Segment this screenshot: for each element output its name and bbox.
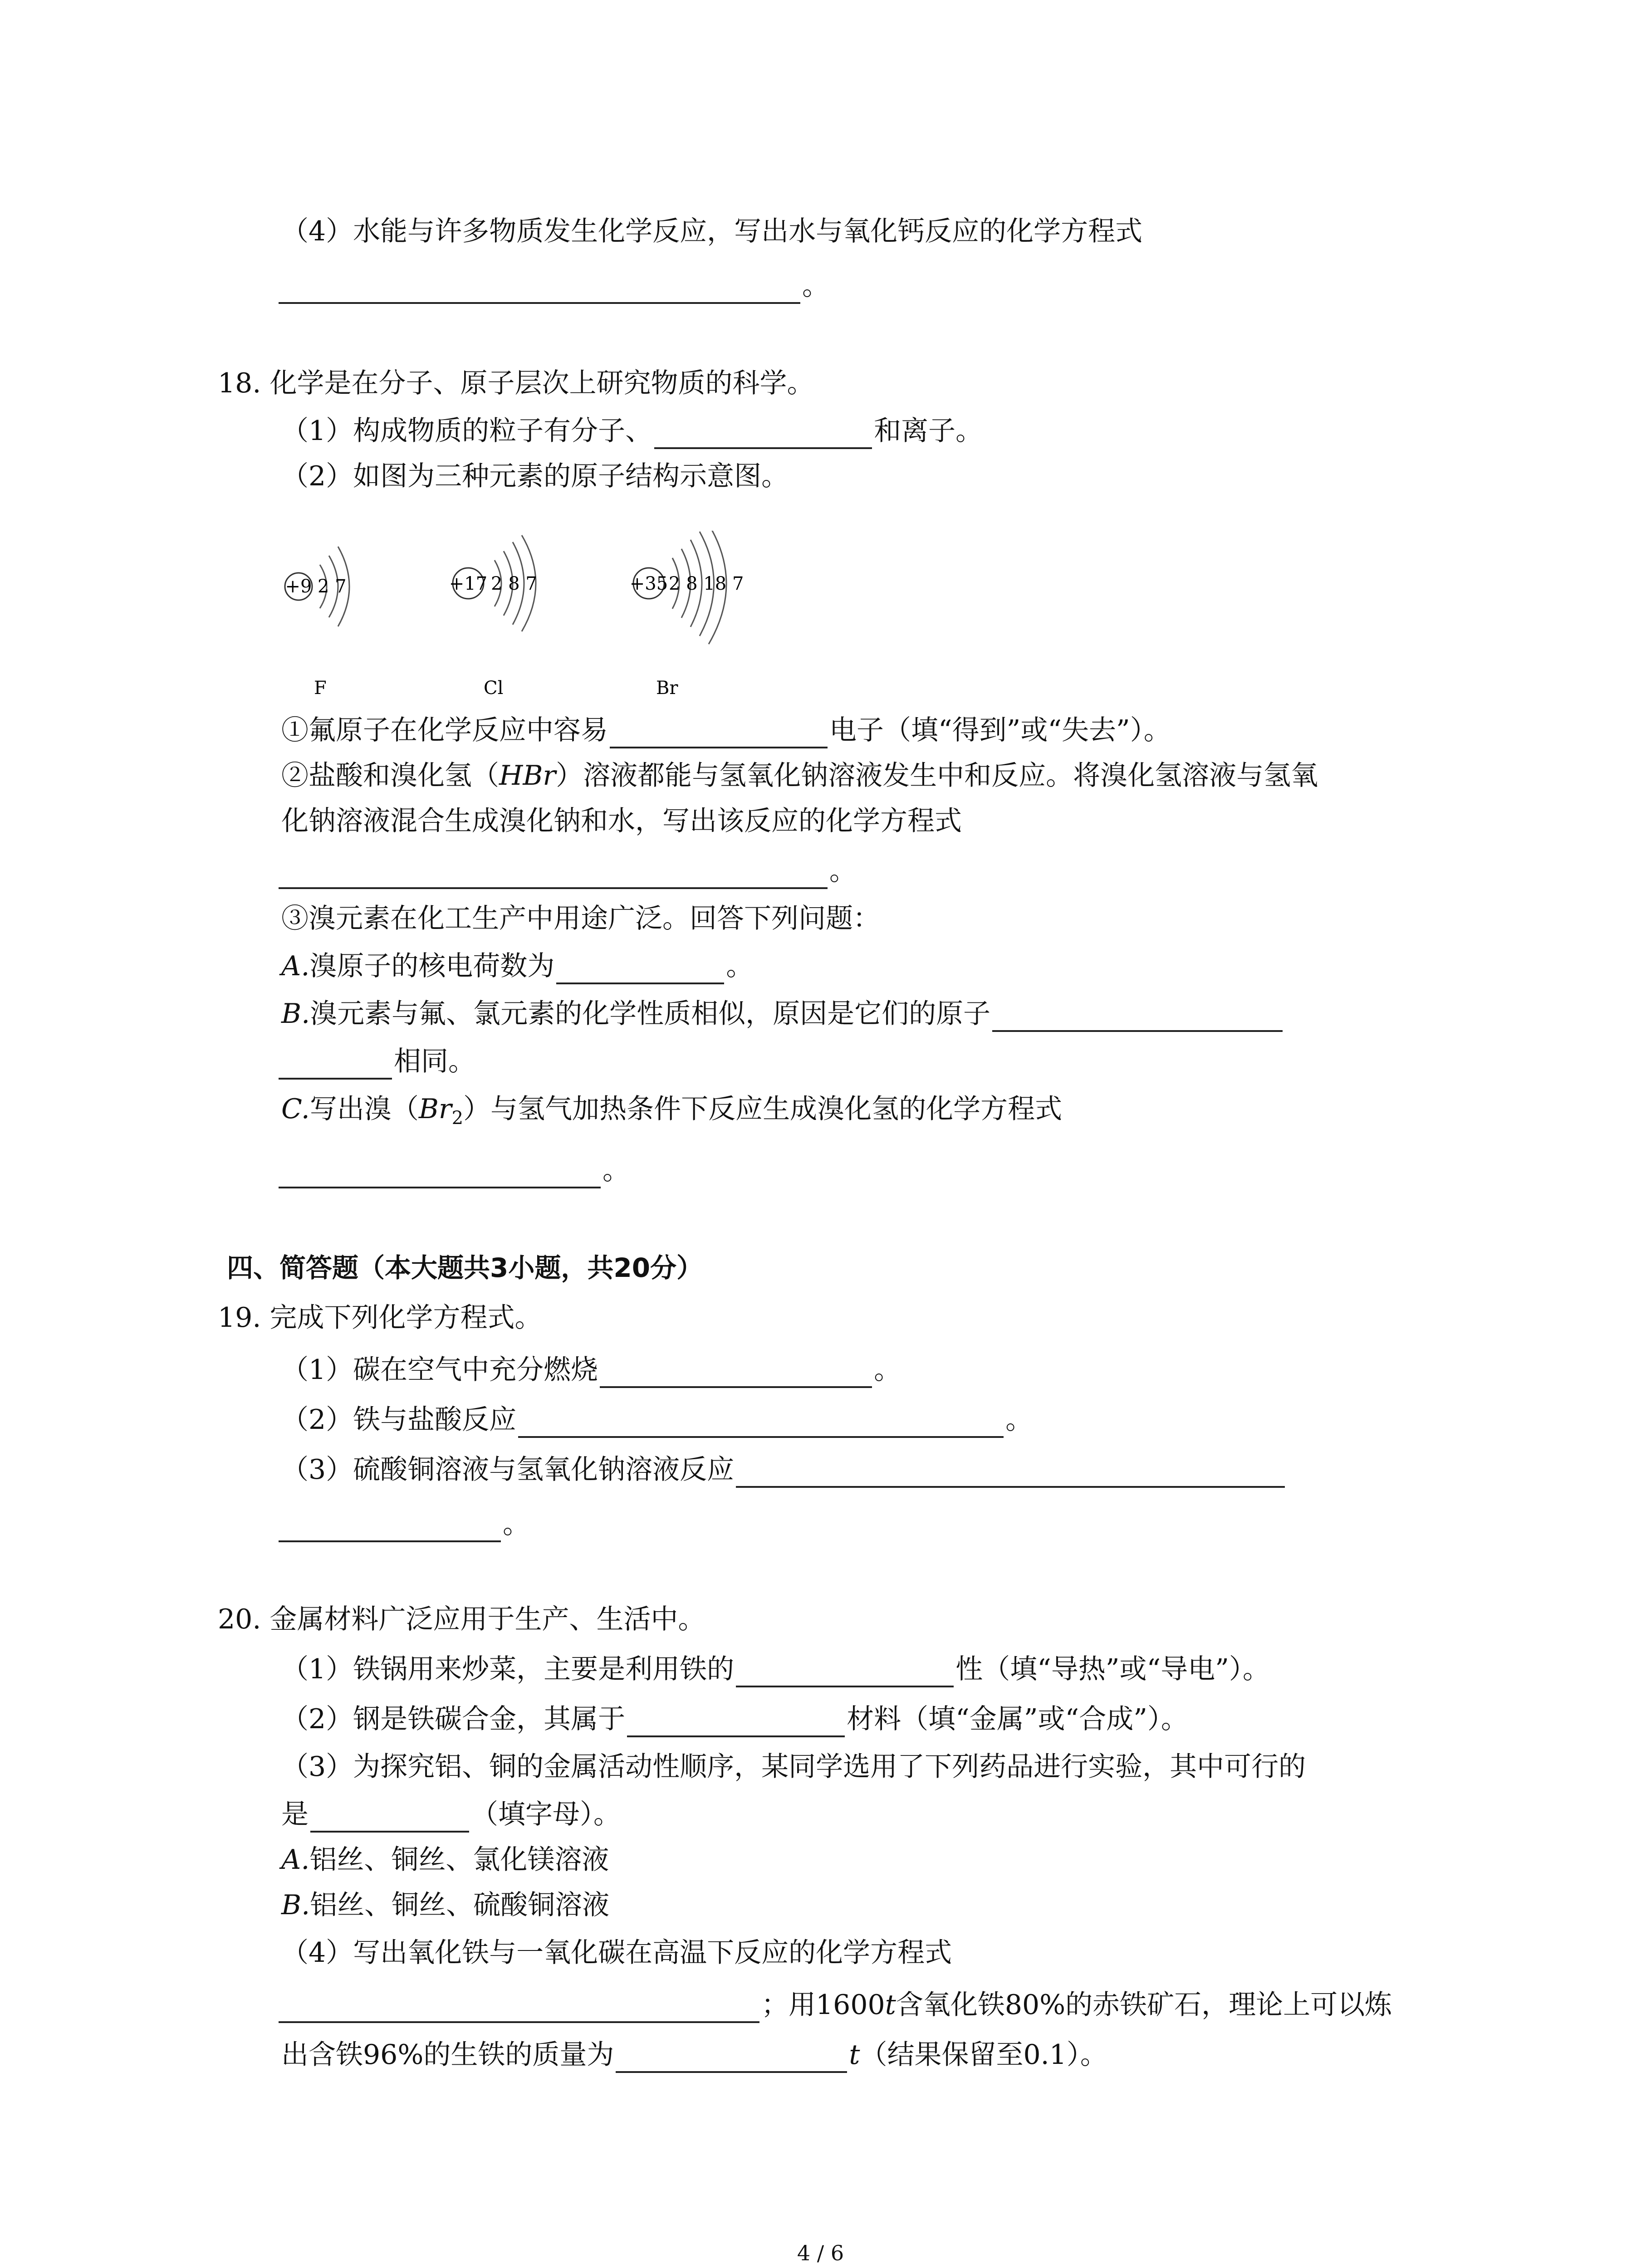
q20-4-cont: ；用1600t含氧化铁80%的赤铁矿石，理论上可以炼: [277, 1987, 1392, 2023]
svg-text:+17: +17: [449, 573, 488, 594]
svg-text:+35: +35: [629, 573, 668, 594]
q18-a: A.溴原子的核电荷数为 。: [281, 948, 753, 984]
q18-c: C.写出溴$(Br_2)$与氢气加热条件下反应生成溴化氢的化学方程式: [281, 1093, 1063, 1129]
answer-blank[interactable]: [310, 1802, 469, 1833]
q18-s3: ③溴元素在化工生产中用途广泛。回答下列问题：: [281, 903, 880, 934]
q19-3: （3）硫酸铜溶液与氢氧化钠溶液反应: [281, 1452, 1287, 1488]
section-heading: 四、简答题（本大题共3小题，共20分）: [227, 1252, 703, 1283]
q18-c-answer-line: 。: [277, 1152, 630, 1188]
q18-s1: ①氟原子在化学反应中容易 电子（填“得到”或“失去”）。: [281, 712, 1171, 748]
q19-1: （1）碳在空气中充分燃烧 。: [281, 1352, 901, 1388]
q20-option-a: A.铝丝、铜丝、氯化镁溶液: [281, 1844, 609, 1876]
answer-blank[interactable]: [279, 1049, 392, 1080]
answer-blank[interactable]: [654, 418, 872, 449]
q20-1: （1）铁锅用来炒菜，主要是利用铁的 性（填“导热”或“导电”）。: [281, 1651, 1270, 1687]
q18-2: （2）如图为三种元素的原子结构示意图。: [281, 460, 789, 492]
answer-blank[interactable]: [616, 2042, 847, 2073]
q18-s2-cont: 化钠溶液混合生成溴化钠和水，写出该反应的化学方程式: [281, 805, 962, 837]
answer-blank[interactable]: [736, 1457, 1285, 1488]
q19-3-cont: 。: [277, 1506, 530, 1542]
answer-blank[interactable]: [279, 273, 800, 304]
q20-4: （4）写出氧化铁与一氧化碳在高温下反应的化学方程式: [281, 1937, 952, 1969]
q18-stem: 18. 化学是在分子、原子层次上研究物质的科学。: [218, 367, 814, 399]
atom-label-br: Br: [656, 678, 678, 699]
answer-blank[interactable]: [518, 1407, 1004, 1438]
answer-blank[interactable]: [279, 1158, 601, 1188]
answer-blank[interactable]: [992, 1001, 1283, 1032]
q18-1: （1）构成物质的粒子有分子、 和离子。: [281, 413, 983, 449]
q20-option-b: B.铝丝、铜丝、硫酸铜溶液: [281, 1889, 610, 1921]
page-number: 4 / 6: [797, 2241, 844, 2265]
q17-4-answer-line: 。: [277, 268, 829, 304]
q20-4-cont2: 出含铁96%的生铁的质量为 t（结果保留至0.1）。: [281, 2037, 1107, 2073]
svg-text:+9: +9: [285, 576, 312, 597]
svg-text:2 7: 2 7: [318, 576, 347, 597]
svg-text:2 8 18 7: 2 8 18 7: [669, 573, 744, 594]
atom-cl: [449, 535, 537, 699]
q20-3-cont: 是 （填字母）。: [281, 1796, 621, 1833]
svg-text:2 8 7: 2 8 7: [491, 573, 537, 594]
q19-stem: 19. 完成下列化学方程式。: [218, 1302, 542, 1334]
answer-blank[interactable]: [279, 1992, 759, 2023]
q20-stem: 20. 金属材料广泛应用于生产、生活中。: [218, 1603, 705, 1635]
answer-blank[interactable]: [736, 1657, 954, 1687]
atom-f: [285, 547, 349, 699]
atomic-structure-diagram: [272, 531, 771, 712]
q19-2: （2）铁与盐酸反应 。: [281, 1402, 1033, 1438]
atom-br: [630, 531, 744, 699]
q18-s2-answer-line: 。: [277, 853, 857, 889]
q20-2: （2）钢是铁碳合金，其属于 材料（填“金属”或“合成”）。: [281, 1701, 1188, 1737]
answer-blank[interactable]: [627, 1706, 845, 1737]
q17-4-text: （4）水能与许多物质发生化学反应，写出水与氧化钙反应的化学方程式: [281, 215, 1143, 247]
answer-blank[interactable]: [279, 858, 828, 889]
q20-3: （3）为探究铝、铜的金属活动性顺序，某同学选用了下列药品进行实验，其中可行的: [281, 1751, 1306, 1783]
q18-b: B.溴元素与氟、氯元素的化学性质相似，原因是它们的原子: [281, 996, 1284, 1032]
atom-label-f: F: [314, 678, 327, 699]
answer-blank[interactable]: [556, 953, 724, 984]
answer-blank[interactable]: [279, 1511, 501, 1542]
atom-label-cl: Cl: [484, 678, 504, 699]
q18-s2: ②盐酸和溴化氢（HBr）溶液都能与氢氧化钠溶液发生中和反应。将溴化氢溶液与氢氧: [281, 760, 1318, 792]
answer-blank[interactable]: [600, 1357, 872, 1388]
answer-blank[interactable]: [610, 718, 828, 748]
q18-b-cont: 相同。: [277, 1043, 475, 1080]
